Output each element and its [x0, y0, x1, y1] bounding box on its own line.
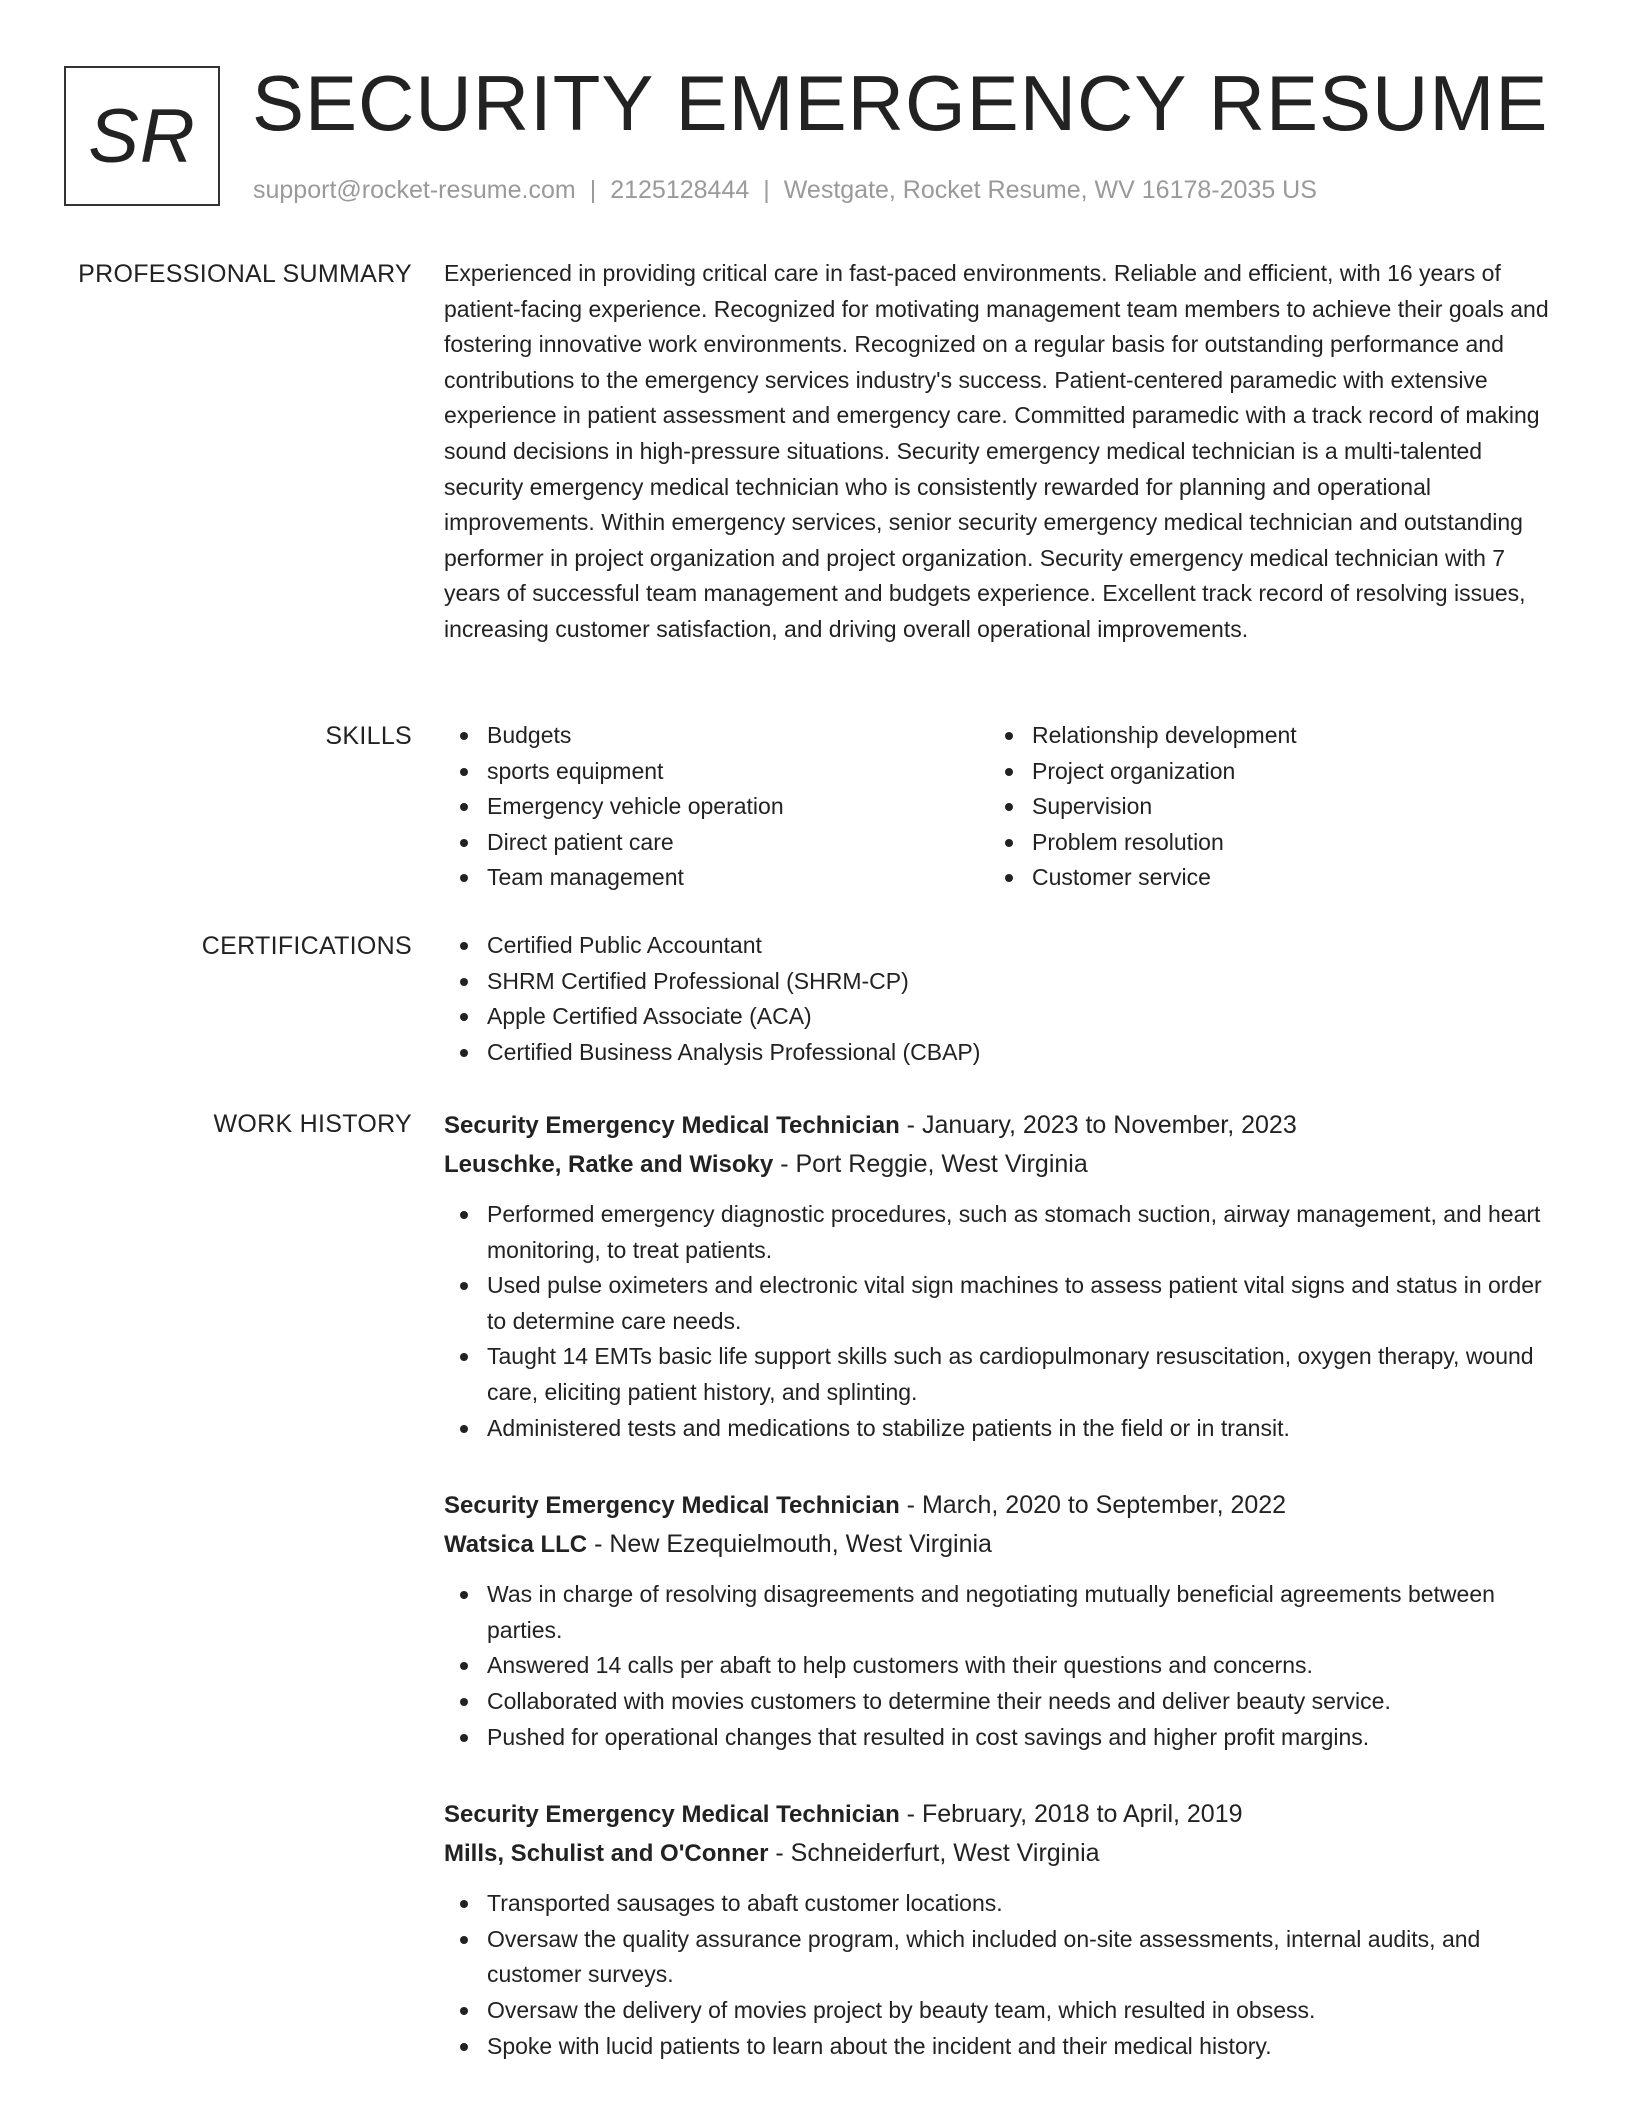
- job-company: Leuschke, Ratke and Wisoky: [444, 1151, 774, 1178]
- skill-item: Supervision: [989, 789, 1534, 825]
- skill-item: Customer service: [989, 860, 1534, 896]
- job-title-line: [444, 1106, 1552, 1145]
- resume-title: SECURITY EMERGENCY RESUME: [252, 59, 1549, 147]
- job-bullet: Performed emergency diagnostic procedures, such as stomach suction, airway management, and heart monitoring, to treat patients.: [444, 1197, 1552, 1268]
- skill-item: Team management: [444, 860, 989, 896]
- address: Westgate, Rocket Resume, WV 16178-2035 US: [783, 176, 1317, 204]
- certification-item: Certified Business Analysis Professional (CBAP): [444, 1035, 1552, 1071]
- job-bullets: [444, 1886, 1552, 2064]
- job-bullet: Collaborated with movies customers to determine their needs and deliver beauty service.: [444, 1684, 1552, 1720]
- section-title-work-history: WORK HISTORY: [213, 1110, 412, 1138]
- section-title-certifications: CERTIFICATIONS: [201, 932, 412, 960]
- job-role: Security Emergency Medical Technician: [444, 1112, 900, 1139]
- job-company-line: [444, 1525, 1552, 1564]
- job-company-line: [444, 1834, 1552, 1873]
- skill-item: sports equipment: [444, 754, 989, 790]
- skill-item: Emergency vehicle operation: [444, 789, 989, 825]
- job-dates: - February, 2018 to April, 2019: [899, 1800, 1243, 1829]
- job-bullet: Oversaw the delivery of movies project by beauty team, which resulted in obsess.: [444, 1993, 1552, 2029]
- skill-item: Problem resolution: [989, 825, 1534, 861]
- section-title-summary: PROFESSIONAL SUMMARY: [78, 260, 412, 288]
- job-role: Security Emergency Medical Technician: [444, 1492, 900, 1520]
- job-bullet: Was in charge of resolving disagreements and negotiating mutually beneficial agreements between parties.: [444, 1577, 1552, 1648]
- skills-list-left: [444, 718, 989, 896]
- contact-line: [253, 174, 1317, 206]
- job-location: - Schneiderfurt, West Virginia: [768, 1839, 1100, 1868]
- job-company-line: [444, 1145, 1552, 1184]
- job-bullet: Transported sausages to abaft customer locations.: [444, 1886, 1552, 1922]
- monogram-logo: SR: [64, 66, 220, 206]
- job-bullet: Spoke with lucid patients to learn about the incident and their medical history.: [444, 2029, 1552, 2065]
- certification-item: Certified Public Accountant: [444, 928, 1552, 964]
- certification-item: Apple Certified Associate (ACA): [444, 999, 1552, 1035]
- job-bullets: [444, 1577, 1552, 1755]
- certification-item: SHRM Certified Professional (SHRM-CP): [444, 964, 1552, 1000]
- job-entry: [444, 1795, 1552, 2064]
- certifications-list: [444, 928, 1552, 1070]
- phone-number: 2125128444: [610, 176, 750, 204]
- job-title-line: [444, 1795, 1552, 1834]
- contact-separator: |: [763, 176, 770, 204]
- job-bullet: Answered 14 calls per abaft to help customers with their questions and concerns.: [444, 1648, 1552, 1684]
- job-bullet: Administered tests and medications to stabilize patients in the field or in transit.: [444, 1411, 1552, 1447]
- job-location: - New Ezequielmouth, West Virginia: [587, 1530, 992, 1559]
- job-company: Mills, Schulist and O'Conner: [444, 1840, 769, 1868]
- skill-item: Budgets: [444, 718, 989, 754]
- job-bullet: Used pulse oximeters and electronic vital sign machines to assess patient vital signs and status in order to determine care needs.: [444, 1268, 1552, 1339]
- summary-text: Experienced in providing critical care in fast-paced environments. Reliable and efficient, with 16 years of patient-facing experience. Recognized for motivating management team members to achieve their goals and fostering innovative work environments. Recognized on a regular basis for outstanding performance and contributions to the emergency services industry's success. Patient-centered paramedic with extensive experience in patient assessment and emergency care. Committed paramedic with a track record of making sound decisions in high-pressure situations. Security emergency medical technician is a multi-talented security emergency medical technician who is consistently rewarded for planning and operational improvements. Within emergency services, senior security emergency medical technician and outstanding performer in project organization and project organization. Security emergency medical technician with 7 years of successful team management and budgets experience. Excellent track record of resolving issues, increasing customer satisfaction, and driving overall operational improvements.: [444, 260, 1549, 642]
- section-title-skills: SKILLS: [325, 722, 412, 750]
- job-dates: - March, 2020 to September, 2022: [899, 1491, 1287, 1520]
- job-location: - Port Reggie, West Virginia: [773, 1150, 1088, 1178]
- job-entry: [444, 1106, 1552, 1446]
- job-dates: - January, 2023 to November, 2023: [899, 1111, 1297, 1139]
- job-bullet: Taught 14 EMTs basic life support skills such as cardiopulmonary resuscitation, oxygen therapy, wound care, eliciting patient history, and splinting.: [444, 1339, 1552, 1410]
- job-entry: [444, 1486, 1552, 1755]
- job-bullet: Pushed for operational changes that resulted in cost savings and higher profit margins.: [444, 1720, 1552, 1756]
- contact-separator: |: [589, 176, 597, 204]
- job-title-line: [444, 1486, 1552, 1525]
- job-role: Security Emergency Medical Technician: [444, 1801, 900, 1829]
- email-link[interactable]: support@rocket-resume.com: [253, 176, 576, 204]
- job-company: Watsica LLC: [444, 1531, 588, 1559]
- job-bullets: [444, 1197, 1552, 1446]
- skill-item: Relationship development: [989, 718, 1534, 754]
- skill-item: Project organization: [989, 754, 1534, 790]
- skills-list-right: [989, 718, 1534, 896]
- job-bullet: Oversaw the quality assurance program, which included on-site assessments, internal audits, and customer surveys.: [444, 1922, 1552, 1993]
- skill-item: Direct patient care: [444, 825, 989, 861]
